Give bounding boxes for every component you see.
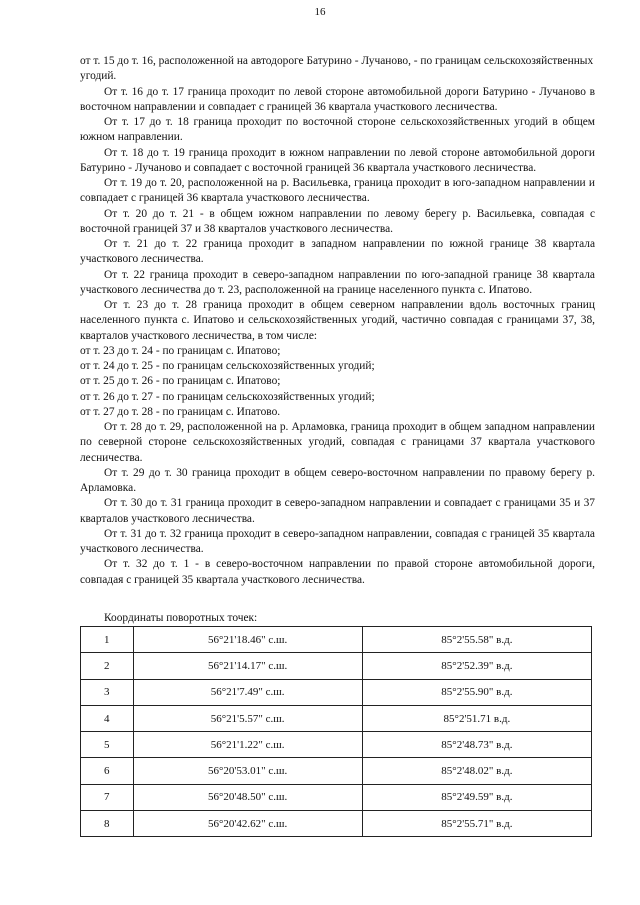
paragraph: от т. 27 до т. 28 - по границам с. Ипатово. bbox=[80, 405, 281, 418]
latitude-cell: 56°20'42.62" с.ш. bbox=[133, 811, 362, 837]
paragraph: От т. 29 до т. 30 граница проходит в общем северо-восточном направлении по правому берегу р. Арламовка. bbox=[80, 466, 595, 494]
paragraph: от т. 26 до т. 27 - по границам сельскохозяйственных угодий; bbox=[80, 390, 375, 403]
page-number: 16 bbox=[314, 6, 326, 18]
paragraph: От т. 18 до т. 19 граница проходит в южном направлении по левой стороне автомобильной дороги Батурино - Лучаново и совпадает с восточной границей 36 квартала участкового лесничества. bbox=[80, 146, 595, 174]
paragraph: От т. 17 до т. 18 граница проходит по восточной стороне сельскохозяйственных угодий в общем южном направлении. bbox=[80, 116, 595, 144]
point-number: 7 bbox=[81, 784, 134, 810]
paragraph: От т. 19 до т. 20, расположенной на р. Васильевка, граница проходит в юго-западном направлении и совпадает с границей 36 квартала участкового лесничества. bbox=[80, 177, 595, 205]
table-row bbox=[81, 627, 592, 653]
paragraph: От т. 22 граница проходит в северо-западном направлении по юго-западной границе 38 квартала участкового лесничества до т. 23, расположенной на границе населенного пункта с. Ипатово. bbox=[80, 268, 595, 296]
paragraph: От т. 21 до т. 22 граница проходит в западном направлении по южной границе 38 квартала участкового лесничества. bbox=[80, 238, 595, 266]
point-number: 2 bbox=[81, 653, 134, 679]
point-number: 4 bbox=[81, 705, 134, 731]
table-row bbox=[81, 784, 592, 810]
point-number: 1 bbox=[81, 627, 134, 653]
latitude-cell: 56°20'53.01" с.ш. bbox=[133, 758, 362, 784]
point-number: 3 bbox=[81, 679, 134, 705]
point-number: 5 bbox=[81, 732, 134, 758]
longitude-cell: 85°2'55.71" в.д. bbox=[362, 811, 591, 837]
paragraph: От т. 31 до т. 32 граница проходит в северо-западном направлении, совпадая с границей 35 квартала участкового лесничества. bbox=[80, 527, 595, 555]
paragraph: от т. 15 до т. 16, расположенной на автодороге Батурино - Лучаново, - по границам сельскохозяйственных угодий. bbox=[80, 55, 594, 83]
coordinates-table bbox=[80, 626, 592, 837]
body-text bbox=[80, 54, 595, 588]
point-number: 6 bbox=[81, 758, 134, 784]
latitude-cell: 56°21'1.22" с.ш. bbox=[133, 732, 362, 758]
point-number: 8 bbox=[81, 811, 134, 837]
paragraph: От т. 23 до т. 28 граница проходит в общем северном направлении вдоль восточных границ населенного пункта с. Ипатово и сельскохозяйственных угодий, частично совпадая с границами 37, 38, кварталов участкового лесничества, в том числе: bbox=[80, 299, 595, 342]
table-row bbox=[81, 758, 592, 784]
longitude-cell: 85°2'48.02" в.д. bbox=[362, 758, 591, 784]
longitude-cell: 85°2'51.71 в.д. bbox=[362, 705, 591, 731]
coordinates-caption: Координаты поворотных точек: bbox=[104, 612, 258, 624]
longitude-cell: 85°2'55.58" в.д. bbox=[362, 627, 591, 653]
paragraph: от т. 25 до т. 26 - по границам с. Ипатово; bbox=[80, 375, 281, 388]
paragraph: От т. 28 до т. 29, расположенной на р. Арламовка, граница проходит в общем западном направлении по северной стороне сельскохозяйственных угодий, совпадая с границами 37 квартала участкового лесничества. bbox=[80, 421, 595, 464]
paragraph: от т. 24 до т. 25 - по границам сельскохозяйственных угодий; bbox=[80, 360, 375, 372]
paragraph: От т. 30 до т. 31 граница проходит в северо-западном направлении и совпадает с границами 35 и 37 кварталов участкового лесничества. bbox=[80, 497, 595, 525]
latitude-cell: 56°21'14.17" с.ш. bbox=[133, 653, 362, 679]
latitude-cell: 56°21'5.57" с.ш. bbox=[133, 705, 362, 731]
longitude-cell: 85°2'55.90" в.д. bbox=[362, 679, 591, 705]
table-row bbox=[81, 732, 592, 758]
latitude-cell: 56°20'48.50" с.ш. bbox=[133, 784, 362, 810]
table-row bbox=[81, 705, 592, 731]
table-row bbox=[81, 679, 592, 705]
paragraph: От т. 32 до т. 1 - в северо-восточном направлении по правой стороне автомобильной дороги, совпадая с границей 35 квартала участкового лесничества. bbox=[80, 558, 595, 586]
table-row bbox=[81, 811, 592, 837]
longitude-cell: 85°2'48.73" в.д. bbox=[362, 732, 591, 758]
longitude-cell: 85°2'49.59" в.д. bbox=[362, 784, 591, 810]
table-row bbox=[81, 653, 592, 679]
latitude-cell: 56°21'7.49" с.ш. bbox=[133, 679, 362, 705]
paragraph: от т. 23 до т. 24 - по границам с. Ипатово; bbox=[80, 344, 281, 357]
longitude-cell: 85°2'52.39" в.д. bbox=[362, 653, 591, 679]
paragraph: От т. 16 до т. 17 граница проходит по левой стороне автомобильной дороги Батурино - Лучаново в восточном направлении и совпадает с границей 36 квартала участкового лесничества. bbox=[80, 85, 595, 113]
paragraph: От т. 20 до т. 21 - в общем южном направлении по левому берегу р. Васильевка, совпадая с восточной границей 37 и 38 кварталов участкового лесничества. bbox=[80, 207, 595, 235]
latitude-cell: 56°21'18.46" с.ш. bbox=[133, 627, 362, 653]
